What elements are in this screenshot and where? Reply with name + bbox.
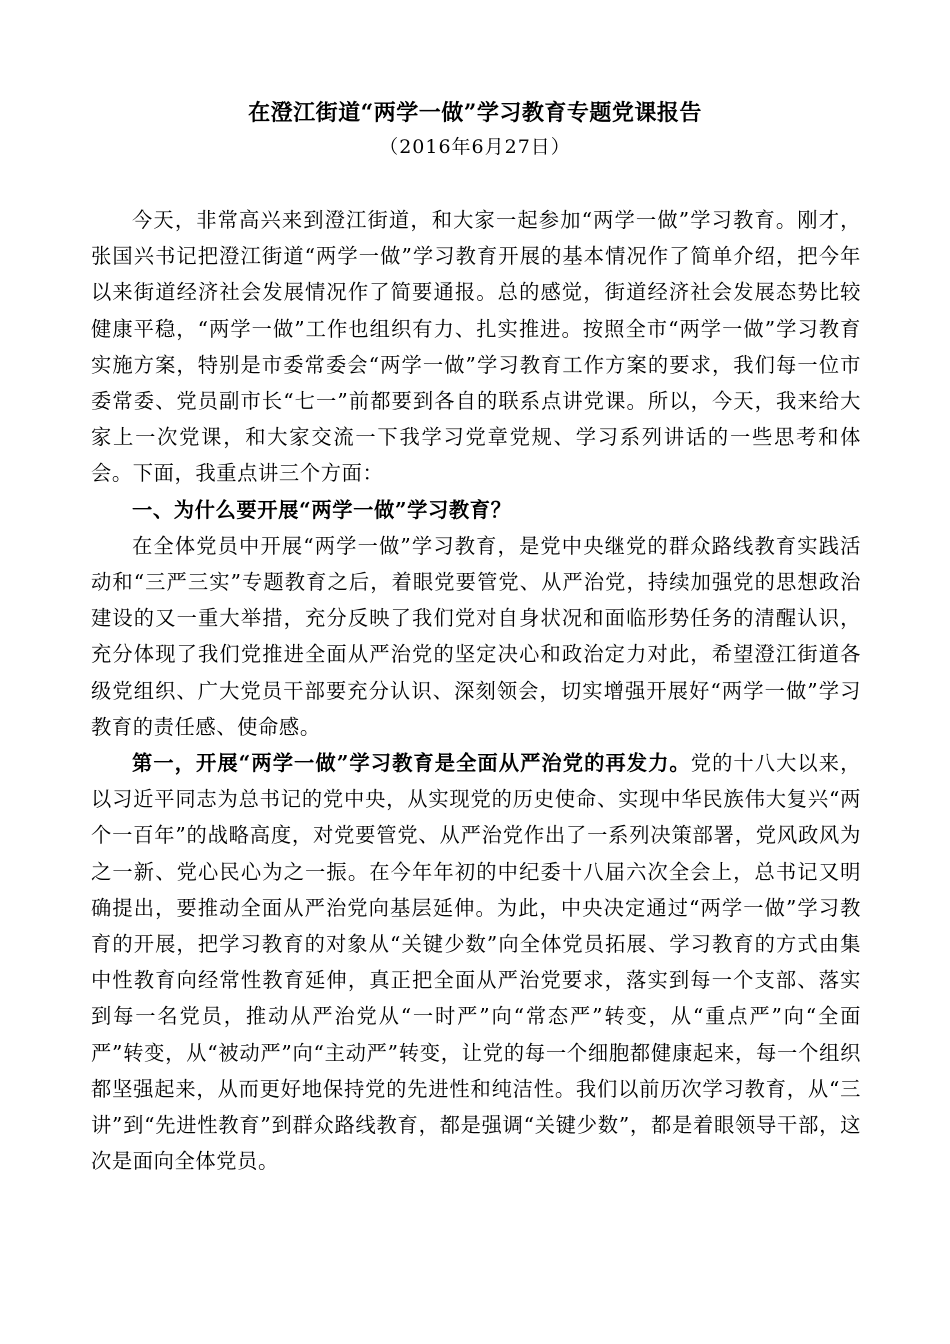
paragraph-section-1: 在全体党员中开展“两学一做”学习教育，是党中央继党的群众路线教育实践活动和“三严三实”专题教育之后，着眼党要管党、从严治党，持续加强党的思想政治建设的又一重大举措，充分反映了我们党对自身状况和面临形势任务的清醒认识，充分体现了我们党推进全面从严治党的坚定决心和政治定力对此，希望澄江街道各级党组织、广大党员干部要充分认识、深刻领会，切实增强开展好“两学一做”学习教育的责任感、使命感。 <box>91 533 861 739</box>
point-1-lead: 第一，开展“两学一做”学习教育是全面从严治党的再发力。 <box>132 751 691 776</box>
document-date: （2016年6月27日） <box>379 136 571 158</box>
point-1-text: 党的十八大以来，以习近平同志为总书记的党中央，从实现党的历史使命、实现中华民族伟大复兴“两个一百年”的战略高度，对党要管党、从严治党作出了一系列决策部署，党风政风为之一新、党心民心为之一振。在今年年初的中纪委十八届六次全会上，总书记又明确提出，要推动全面从严治党向基层延伸。为此，中央决定通过“两学一做”学习教育的开展，把学习教育的对象从“关键少数”向全体党员拓展、学习教育的方式由集中性教育向经常性教育延伸，真正把全面从严治党要求，落实到每一个支部、落实到每一名党员，推动从严治党从“一时严”向“常态严”转变，从“重点严”向“全面严”转变，从“被动严”向“主动严”转变，让党的每一个细胞都健康起来，每一个组织都坚强起来，从而更好地保持党的先进性和纯洁性。我们以前历次学习教育，从“三讲”到“先进性教育”到群众路线教育，都是强调“关键少数”，都是着眼领导干部，这次是面向全体党员。 <box>91 751 861 1174</box>
document-body <box>91 202 861 1179</box>
paragraph-point-1 <box>91 745 861 1179</box>
section-heading-1: 一、为什么要开展“两学一做”学习教育？ <box>132 497 512 522</box>
paragraph-intro: 今天，非常高兴来到澄江街道，和大家一起参加“两学一做”学习教育。刚才，张国兴书记把澄江街道“两学一做”学习教育开展的基本情况作了简单介绍，把今年以来街道经济社会发展情况作了简要通报。总的感觉，街道经济社会发展态势比较健康平稳，“两学一做”工作也组织有力、扎实推进。按照全市“两学一做”学习教育实施方案，特别是市委常委会“两学一做”学习教育工作方案的要求，我们每一位市委常委、党员副市长“七一”前都要到各自的联系点讲党课。所以，今天，我来给大家上一次党课，和大家交流一下我学习党章党规、学习系列讲话的一些思考和体会。下面，我重点讲三个方面： <box>91 208 861 486</box>
document-title: 在澄江街道“两学一做”学习教育专题党课报告 <box>248 100 702 126</box>
